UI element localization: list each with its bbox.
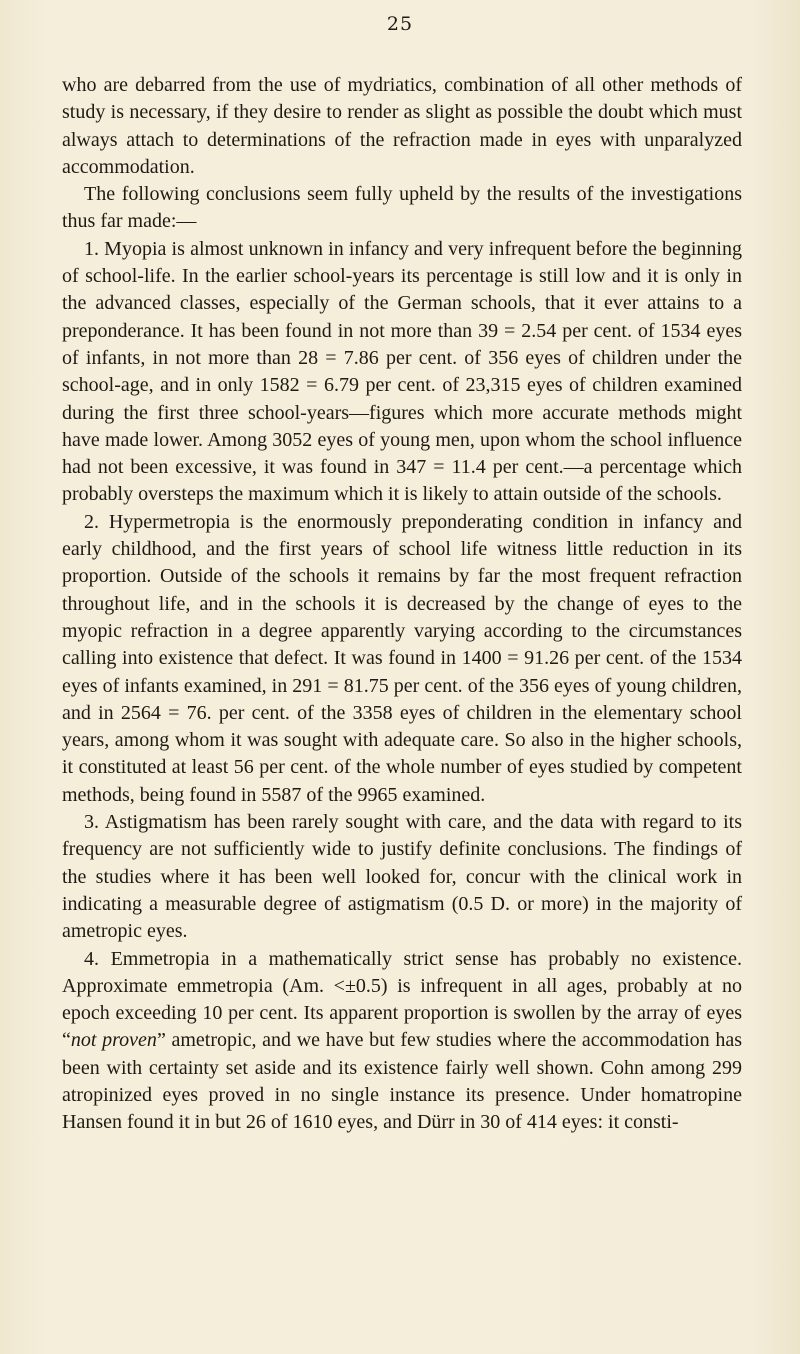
paragraph-hypermetropia: 2. Hypermetropia is the enormously preponderating condition in infancy and early childhood, and the first years of school life witness little reduction in its proportion. Outside of the schools it remains by far the most frequent refraction throughout life, and in the schools it is decreased by the change of eyes to the myopic refraction in a degree apparently varying according to the circumstances calling into existence that defect. It was found in 1400 = 91.26 per cent. of the 1534 eyes of infants examined, in 291 = 81.75 per cent. of the 356 eyes of young children, and in 2564 = 76. per cent. of the 3358 eyes of children in the elementary school years, among whom it was sought with adequate care. So also in the higher schools, it constituted at least 56 per cent. of the whole number of eyes studied by competent methods, being found in 5587 of the 9965 examined.: [62, 510, 742, 806]
emmetropia-text-end: ” ametropic, and we have but few studies where the accommodation has been with certainty set aside and its existence fairly well shown. Cohn among 299 atropinized eyes proved in no single instance its presence. Under homatropine Hansen found it in but 26 of 1610 eyes, and Dürr in 30 of 414 eyes: it consti-: [62, 1029, 742, 1134]
paragraph-intro-continued: who are debarred from the use of mydriatics, combination of all other methods of study is necessary, if they desire to render as slight as possible the doubt which must always attach to determinations of the refraction made in eyes with unparalyzed accommodation.: [62, 74, 742, 178]
paragraph-astigmatism: 3. Astigmatism has been rarely sought with care, and the data with regard to its frequency are not sufficiently wide to justify definite conclusions. The findings of the studies where it has been well looked for, concur with the clinical work in indicating a measurable degree of astigmatism (0.5 D. or more) in the majority of ametropic eyes.: [62, 811, 742, 943]
emmetropia-italic-phrase: not proven: [70, 1029, 157, 1052]
paragraph-conclusions-intro: The following conclusions seem fully upheld by the results of the investigations thus far made:—: [62, 183, 742, 233]
paragraph-emmetropia: [62, 946, 742, 1137]
page-number: 25: [386, 13, 414, 35]
emmetropia-text-start: 4. Emmetropia in a mathematically strict sense has probably no existence. Approximate emmetropia (Am. <±0.5) is infrequent in all ages, probably at no epoch exceeding 10 per cent. Its apparent proportion is swollen by the array of eyes “: [62, 947, 742, 1052]
body-text: [62, 72, 742, 1137]
paragraph-myopia: 1. Myopia is almost unknown in infancy and very infrequent before the beginning of school-life. In the earlier school-years its percentage is still low and it is only in the advanced classes, especially of the German schools, that it ever attains to a preponderance. It has been found in not more than 39 = 2.54 per cent. of 1534 eyes of infants, in not more than 28 = 7.86 per cent. of 356 eyes of children under the school-age, and in only 1582 = 6.79 per cent. of 23,315 eyes of children examined during the first three school-years—figures which more accurate methods might have made lower. Among 3052 eyes of young men, upon whom the school influence had not been excessive, it was found in 347 = 11.4 per cent.—a percentage which probably oversteps the maximum which it is likely to attain outside of the schools.: [62, 237, 742, 506]
